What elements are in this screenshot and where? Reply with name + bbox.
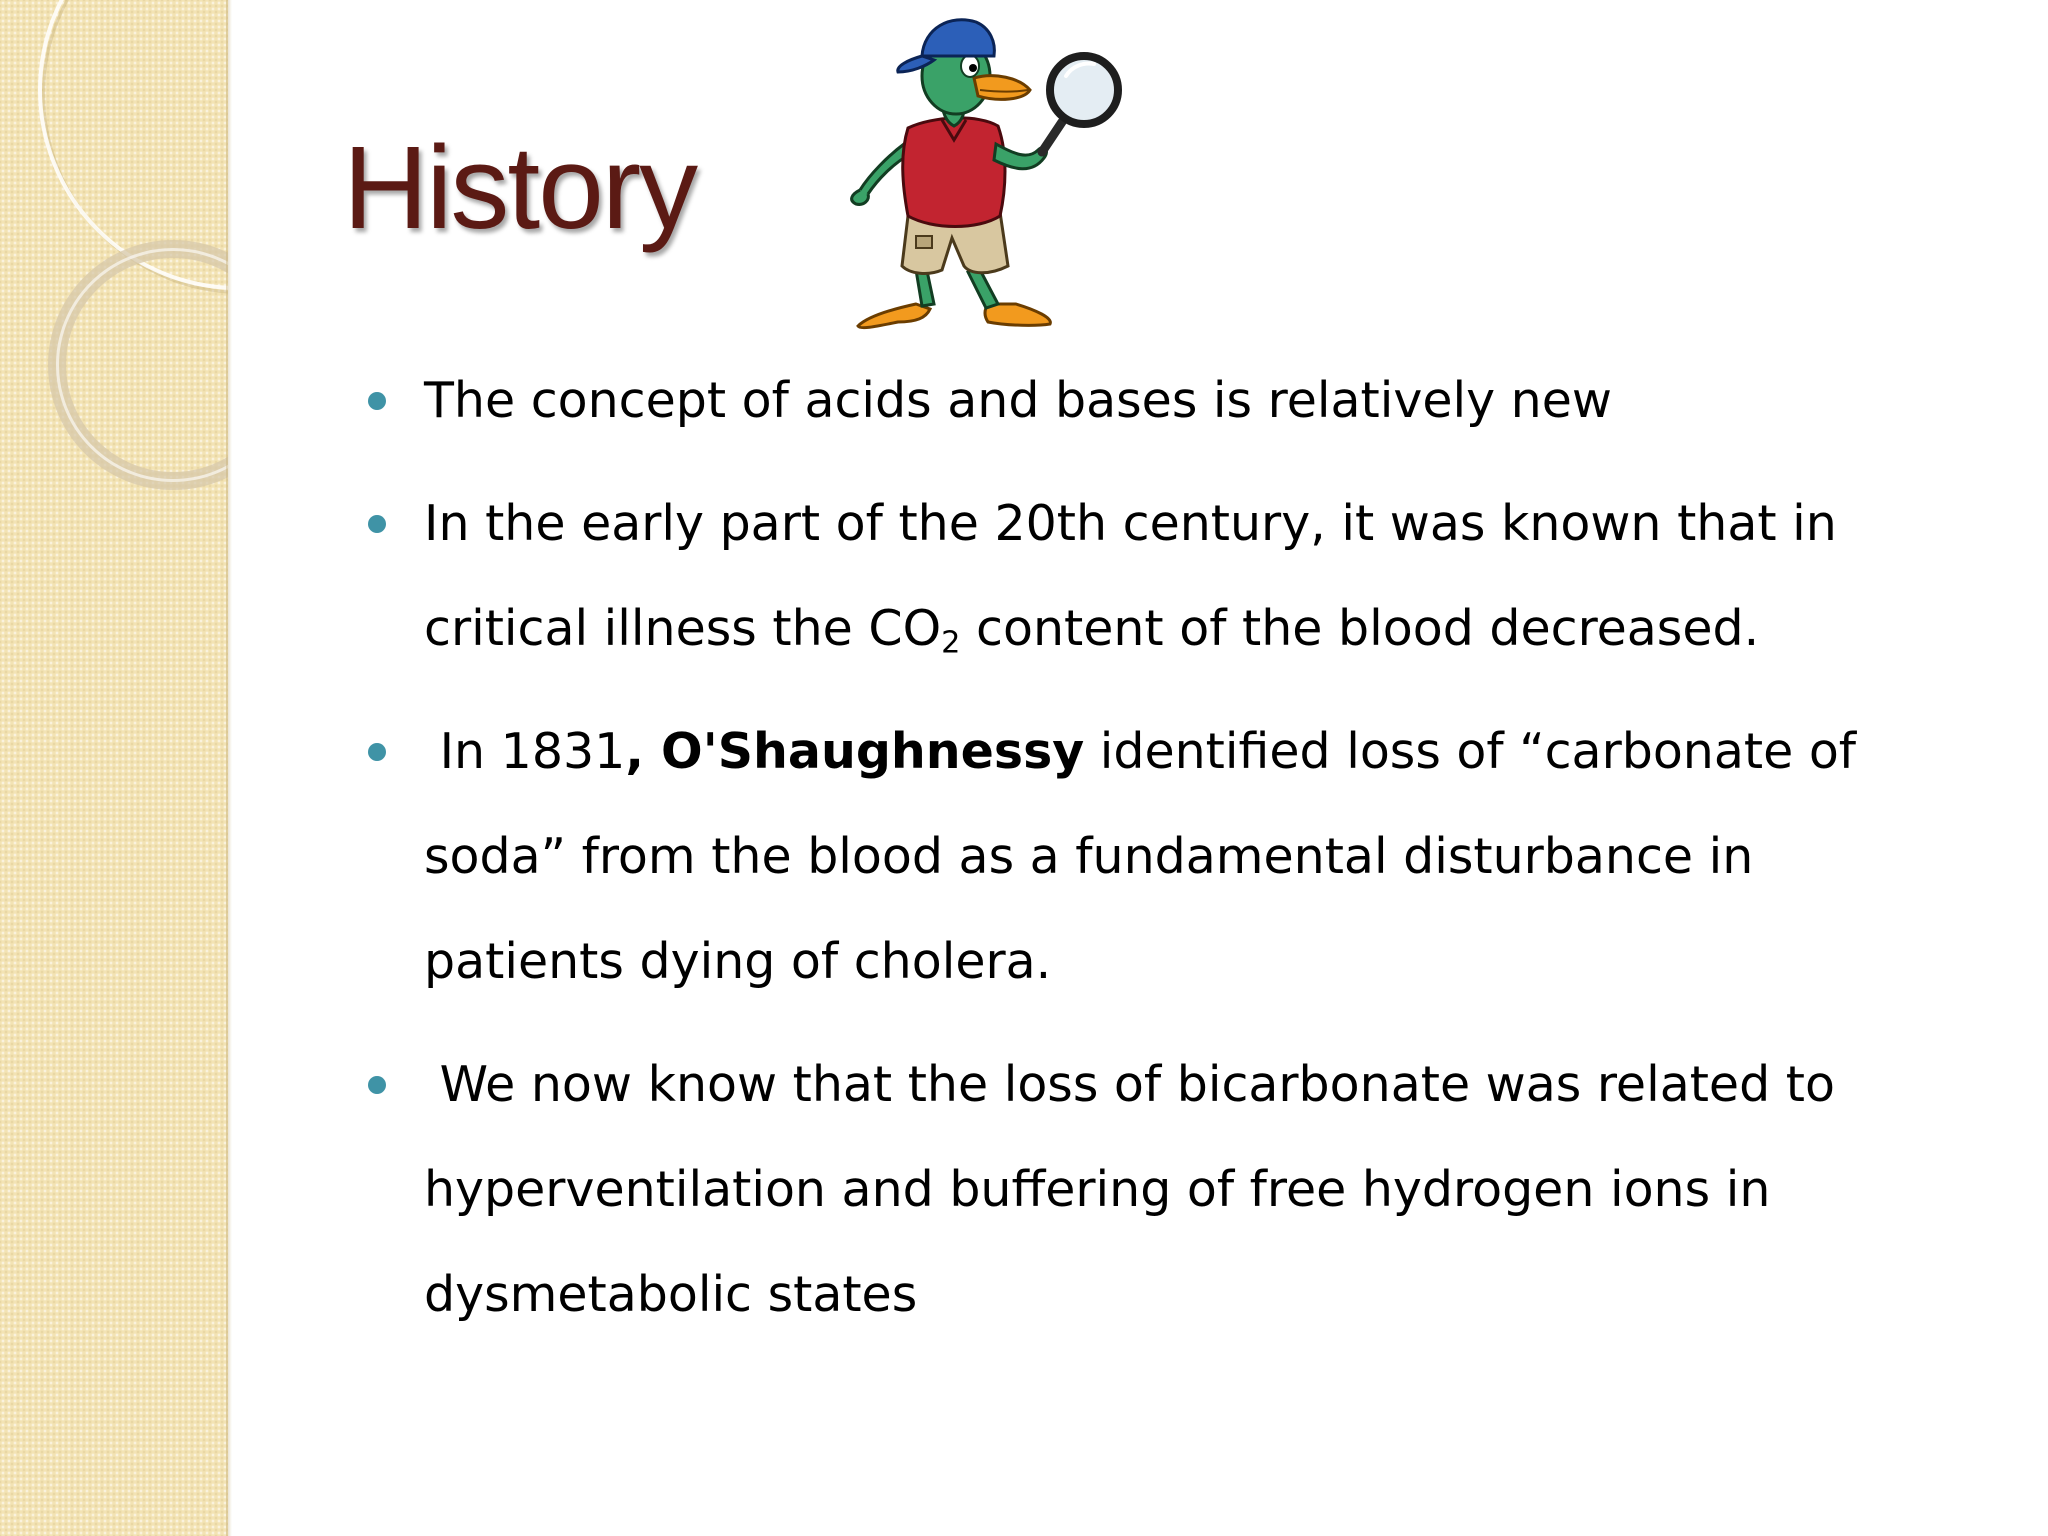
duck-right-foot — [985, 304, 1050, 325]
decorative-side-panel — [0, 0, 228, 1536]
bullet-dot-icon — [368, 392, 386, 410]
bullet-dot-icon — [368, 743, 386, 761]
bullet-subscript: 2 — [941, 625, 961, 661]
duck-shirt — [903, 118, 1005, 227]
bullet-list — [360, 348, 1920, 1365]
slide-title: History — [343, 122, 697, 254]
bullet-item — [360, 471, 1920, 681]
bullet-text: In the early part of the 20th century, it was known that in critical illness the CO — [424, 495, 1837, 657]
bullet-text: We now know that the loss of bicarbonate was related to hyperventilation and buffering of free hydrogen ions in dysmetabolic states — [424, 1056, 1851, 1323]
duck-detective-with-magnifying-glass-icon — [838, 4, 1158, 334]
duck-beak — [974, 76, 1030, 100]
bullet-text: content of the blood decreased. — [960, 600, 1760, 657]
bullet-item — [360, 348, 1920, 453]
duck-right-arm — [994, 144, 1046, 169]
bullet-dot-icon — [368, 1076, 386, 1094]
bullet-text: The concept of acids and bases is relatively new — [424, 372, 1612, 429]
duck-cap — [922, 20, 994, 56]
bullet-text: identified loss of “carbonate of soda” from the blood as a fundamental disturbance in patients dying of cholera. — [424, 723, 1857, 990]
magnifier-handle — [1042, 122, 1062, 152]
bullet-text: In 1831 — [424, 723, 626, 780]
bullet-bold-text: , O'Shaughnessy — [625, 723, 1085, 780]
duck-left-foot — [858, 304, 930, 328]
magnifier-lens — [1050, 56, 1118, 124]
bullet-item — [360, 1032, 1920, 1347]
side-panel-edge — [226, 0, 232, 1536]
bullet-item — [360, 699, 1920, 1014]
bullet-dot-icon — [368, 515, 386, 533]
